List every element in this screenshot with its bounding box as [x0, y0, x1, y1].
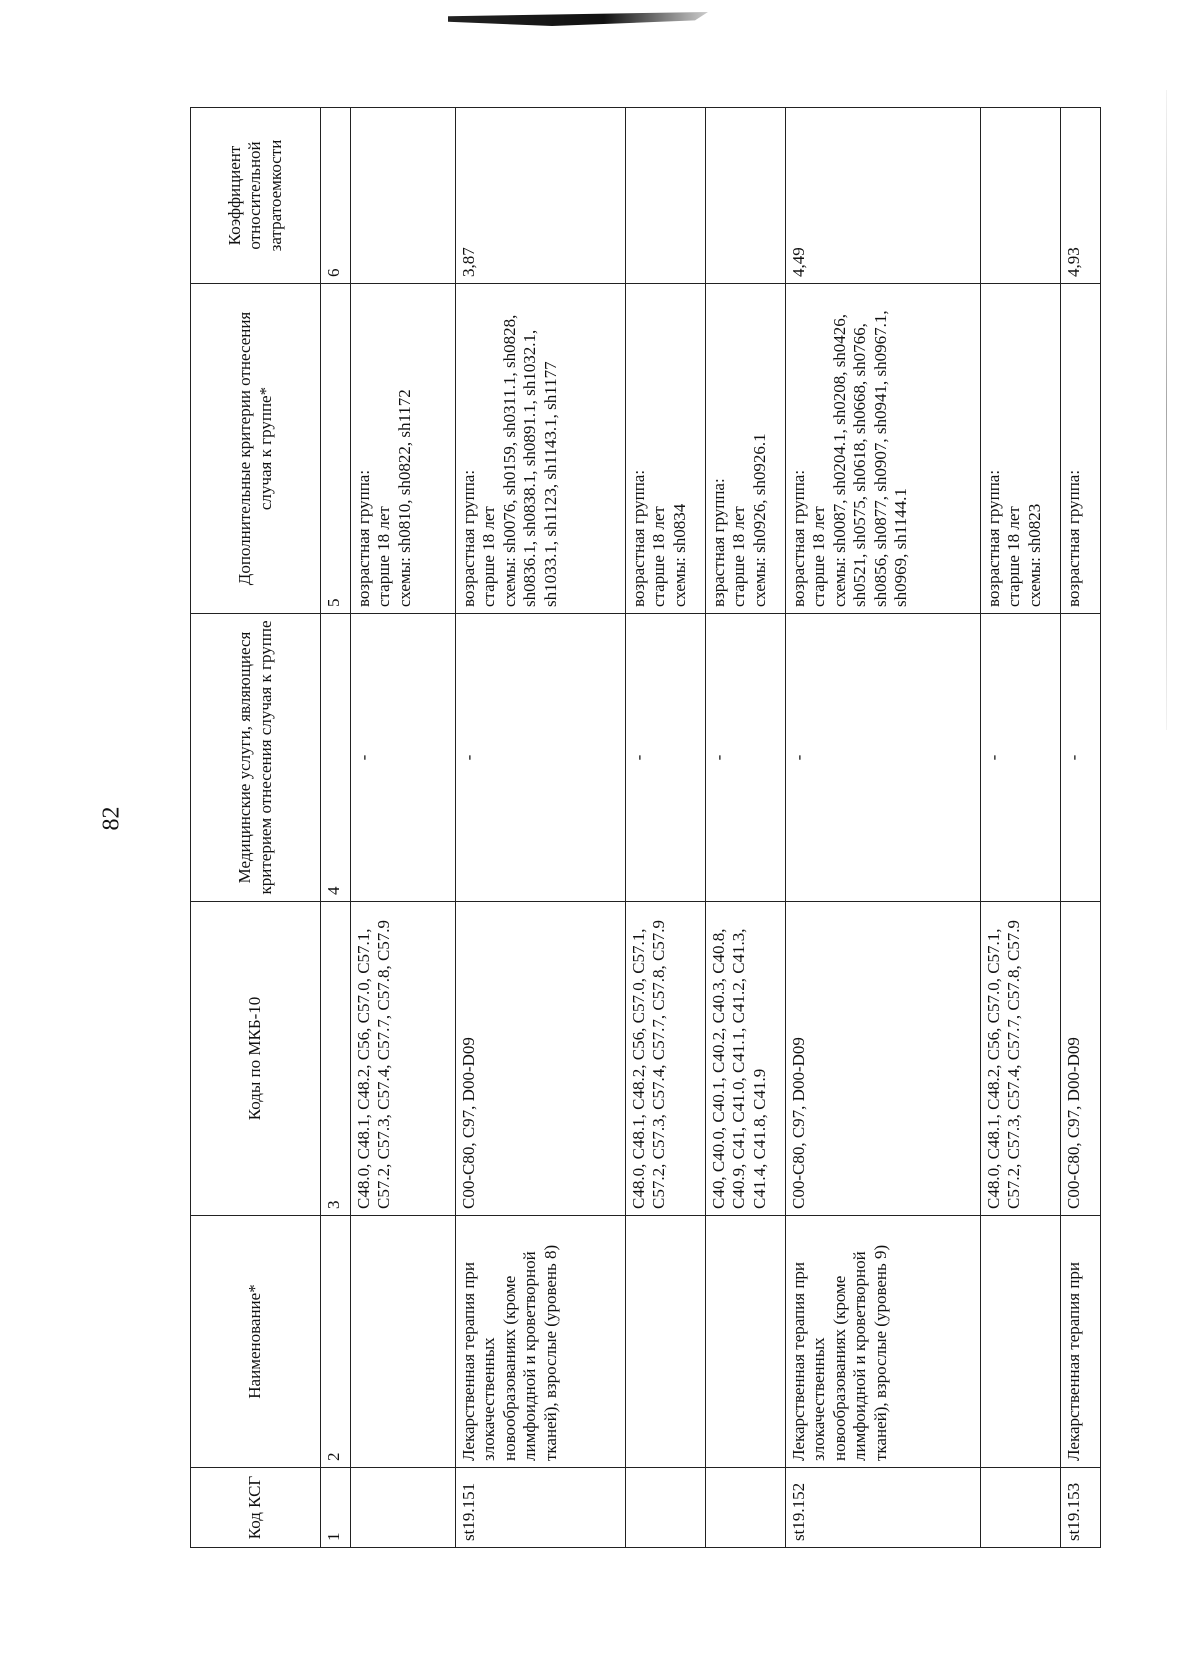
cell-name: Лекарственная терапия при злокачественных новообразованиях (кроме лимфоидной и кроветворной тканей), взрослые (уровень 8)	[456, 1216, 626, 1468]
cell-criteria: возрастная группа: старше 18 лет схемы: sh0076, sh0159, sh0311.1, sh0828, sh0836.1, sh0838.1, sh0891.1, sh1032.1, sh1033.1, sh1123, sh1143.1, sh1177	[456, 284, 626, 614]
cell-services: -	[706, 614, 786, 902]
cell-criteria: возрастная группа: старше 18 лет схемы: sh0087, sh0204.1, sh0208, sh0426, sh0521, sh0575, sh0618, sh0668, sh0766, sh0856, sh0877, sh0907, sh0941, sh0967.1, sh0969, sh1144.1	[786, 284, 981, 614]
cell-name: Лекарственная терапия при злокачественных новообразованиях (кроме лимфоидной и кроветворной тканей), взрослые (уровень 9)	[786, 1216, 981, 1468]
cell-name	[626, 1216, 706, 1468]
cell-criteria: возрастная группа: старше 18 лет схемы: sh0823	[981, 284, 1061, 614]
cell-criteria: взрастная группа: старше 18 лет схемы: sh0926, sh0926.1	[706, 284, 786, 614]
column-number: 3	[321, 902, 351, 1216]
column-number: 5	[321, 284, 351, 614]
cell-code	[706, 1468, 786, 1548]
cell-services: -	[1061, 614, 1101, 902]
cell-code: st19.151	[456, 1468, 626, 1548]
cell-code	[626, 1468, 706, 1548]
cell-coef: 4,93	[1061, 108, 1101, 284]
cell-code: st19.153	[1061, 1468, 1101, 1548]
cell-mkb: C00-C80, C97, D00-D09	[456, 902, 626, 1216]
table-row	[786, 108, 981, 1548]
cell-services: -	[786, 614, 981, 902]
column-number: 2	[321, 1216, 351, 1468]
table-row	[626, 108, 706, 1548]
header-mkb: Коды по МКБ-10	[191, 902, 321, 1216]
cell-name	[981, 1216, 1061, 1468]
ksg-table	[190, 107, 1101, 1548]
header-services: Медицинские услуги, являющиеся критерием отнесения случая к группе	[191, 614, 321, 902]
header-name: Наименование*	[191, 1216, 321, 1468]
table-row	[981, 108, 1061, 1548]
page-number: 82	[98, 806, 125, 831]
scan-artifact-mark	[448, 12, 708, 26]
cell-services: -	[351, 614, 456, 902]
cell-name	[706, 1216, 786, 1468]
cell-mkb: C40, C40.0, C40.1, C40.2, C40.3, C40.8, C40.9, C41, C41.0, C41.1, C41.2, C41.3, C41.4, C41.8, C41.9	[706, 902, 786, 1216]
cell-mkb: C48.0, C48.1, C48.2, C56, C57.0, C57.1, C57.2, C57.3, C57.4, C57.7, C57.8, C57.9	[351, 902, 456, 1216]
cell-coef: 4,49	[786, 108, 981, 284]
column-number: 4	[321, 614, 351, 902]
table-row	[351, 108, 456, 1548]
cell-mkb: C00-C80, C97, D00-D09	[786, 902, 981, 1216]
cell-code	[981, 1468, 1061, 1548]
header-coef: Коэффициент относительной затратоемкости	[191, 108, 321, 284]
cell-mkb: C00-C80, C97, D00-D09	[1061, 902, 1101, 1216]
cell-services: -	[981, 614, 1061, 902]
table-row	[456, 108, 626, 1548]
column-number: 1	[321, 1468, 351, 1548]
cell-criteria: возрастная группа: старше 18 лет схемы: sh0834	[626, 284, 706, 614]
header-criteria: Дополнительные критерии отнесения случая к группе*	[191, 284, 321, 614]
cell-name: Лекарственная терапия при	[1061, 1216, 1101, 1468]
cell-criteria: возрастная группа:	[1061, 284, 1101, 614]
table-row	[706, 108, 786, 1548]
cell-code: st19.152	[786, 1468, 981, 1548]
cell-name	[351, 1216, 456, 1468]
header-row	[191, 108, 321, 1548]
cell-services: -	[626, 614, 706, 902]
cell-mkb: C48.0, C48.1, C48.2, C56, C57.0, C57.1, C57.2, C57.3, C57.4, C57.7, C57.8, C57.9	[981, 902, 1061, 1216]
header-code: Код КСГ	[191, 1468, 321, 1548]
cell-coef	[351, 108, 456, 284]
rotated-table-wrapper	[190, 108, 1200, 1548]
cell-criteria: возрастная группа: старше 18 лет схемы: sh0810, sh0822, sh1172	[351, 284, 456, 614]
cell-coef	[981, 108, 1061, 284]
cell-mkb: C48.0, C48.1, C48.2, C56, C57.0, C57.1, C57.2, C57.3, C57.4, C57.7, C57.8, C57.9	[626, 902, 706, 1216]
cell-code	[351, 1468, 456, 1548]
cell-coef	[706, 108, 786, 284]
column-number-row	[321, 108, 351, 1548]
table-row	[1061, 108, 1101, 1548]
cell-coef: 3,87	[456, 108, 626, 284]
column-number: 6	[321, 108, 351, 284]
cell-services: -	[456, 614, 626, 902]
cell-coef	[626, 108, 706, 284]
